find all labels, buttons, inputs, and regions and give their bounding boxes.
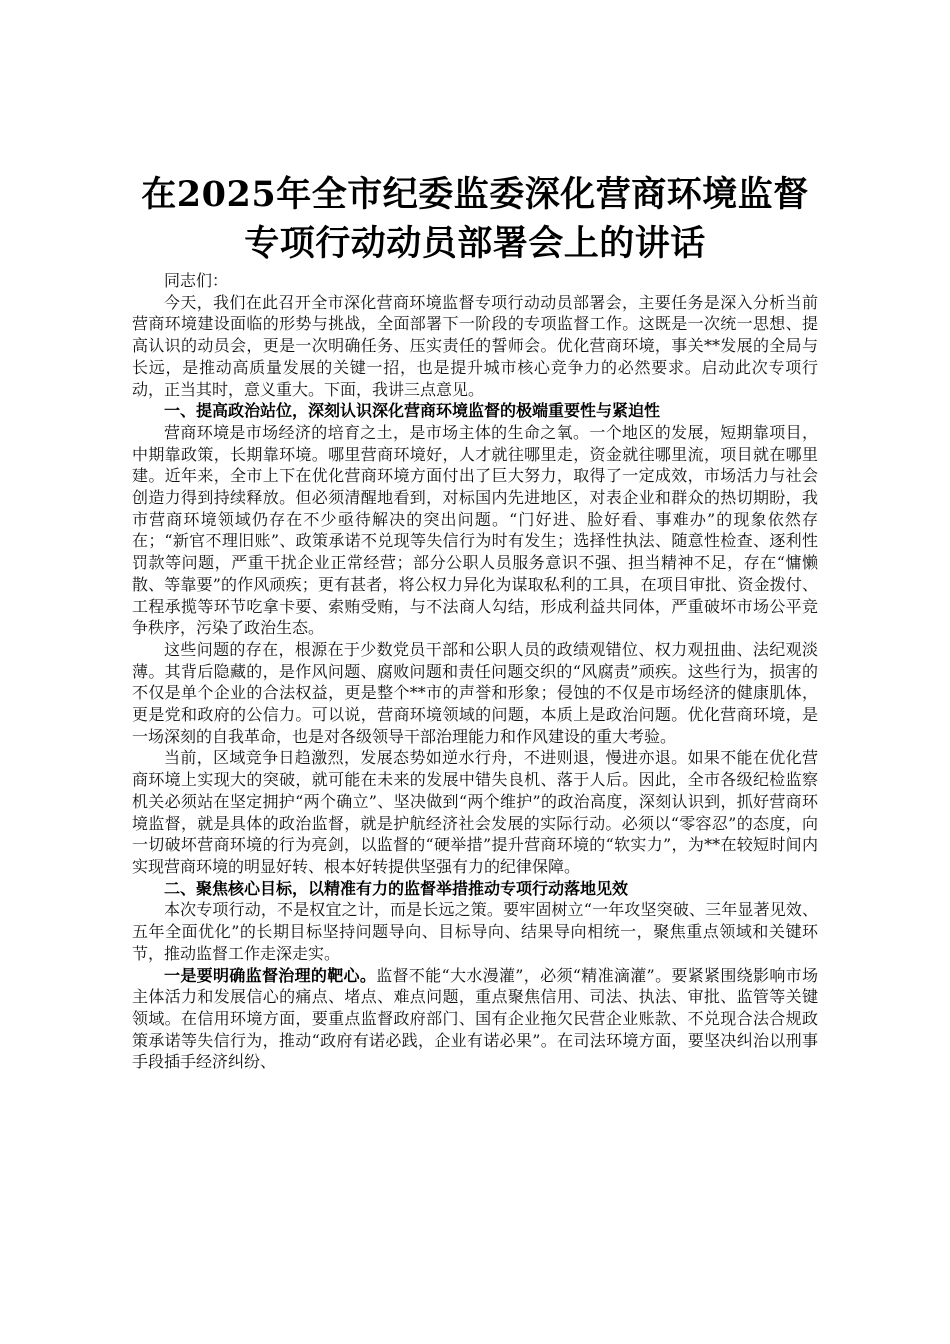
document-body bbox=[132, 170, 818, 1073]
section-heading-2: 二、聚焦核心目标，以精准有力的监督举措推动专项行动落地见效 bbox=[164, 878, 629, 898]
document-title: 在2025年全市纪委监委深化营商环境监督专项行动动员部署会上的讲话 bbox=[141, 174, 809, 264]
paragraph-action-goals: 本次专项行动，不是权宜之计，而是长远之策。要牢固树立“一年攻坚突破、三年显著见效、五年全面优化”的长期目标坚持问题导向、目标导向、结果导向相统一，聚焦重点领域和关键环节，推动监督工作走深走实。 bbox=[132, 900, 818, 963]
salutation: 同志们： bbox=[164, 271, 229, 290]
paragraph-body-text: 监督不能“大水漫灌”，必须“精准滴灌”。要紧紧围绕影响市场主体活力和发展信心的痛点、堵点、难点问题，重点聚焦信用、司法、执法、审批、监管等关键领域。在信用环境方面，要重点监督政府部门、国有企业拖欠民营企业账款、不兑现合法合规政策承诺等失信行为，推动“政府有诺必践，企业有诺必果”。在司法环境方面，要坚决纠治以刑事手段插手经济纠纷、 bbox=[132, 965, 818, 1072]
paragraph-current-situation: 当前，区域竞争日趋激烈，发展态势如逆水行舟，不进则退，慢进亦退。如果不能在优化营商环境上实现大的突破，就可能在未来的发展中错失良机、落于人后。因此，全市各级纪检监察机关必须站在坚定拥护“两个确立”、坚决做到“两个维护”的政治高度，深刻认识到，抓好营商环境监督，就是具体的政治监督，就是护航经济社会发展的实际行动。必须以“零容忍”的态度，向一切破坏营商环境的行为亮剑，以监督的“硬举措”提升营商环境的“软实力”，为**在较短时间内实现营商环境的明显好转、根本好转提供坚强有力的纪律保障。 bbox=[132, 748, 818, 876]
paragraph-supervision-target bbox=[132, 965, 818, 1074]
paragraph-business-environment: 营商环境是市场经济的培育之土，是市场主体的生命之氧。一个地区的发展，短期靠项目，中期靠政策，长期靠环境。哪里营商环境好，人才就往哪里走，资金就往哪里流，项目就在哪里建。近年来，全市上下在优化营商环境方面付出了巨大努力，取得了一定成效，市场活力与社会创造力得到持续释放。但必须清醒地看到，对标国内先进地区，对表企业和群众的热切期盼，我市营商环境领域仍存在不少亟待解决的突出问题。“门好进、脸好看、事难办”的现象依然存在；“新官不理旧账”、政策承诺不兑现等失信行为时有发生；选择性执法、随意性检查、逐利性罚款等问题，严重干扰企业正常经营；部分公职人员服务意识不强、担当精神不足，存在“慵懒散、等靠要”的作风顽疾；更有甚者，将公权力异化为谋取私利的工具，在项目审批、资金拨付、工程承揽等环节吃拿卡要、索贿受贿，与不法商人勾结，形成利益共同体，严重破坏市场公平竞争秩序，污染了政治生态。 bbox=[132, 422, 818, 638]
paragraph-intro: 今天，我们在此召开全市深化营商环境监督专项行动动员部署会，主要任务是深入分析当前营商环境建设面临的形势与挑战，全面部署下一阶段的专项监督工作。这既是一次统一思想、提高认识的动员会，更是一次明确任务、压实责任的誓师会。优化营商环境，事关**发展的全局与长远，是推动高质量发展的关键一招，也是提升城市核心竞争力的必然要求。启动此次专项行动，正当其时，意义重大。下面，我讲三点意见。 bbox=[132, 292, 818, 399]
section-heading-1: 一、提高政治站位，深刻认识深化营商环境监督的极端重要性与紧迫性 bbox=[164, 401, 661, 421]
paragraph-lead-phrase: 一是要明确监督治理的靶心。 bbox=[164, 965, 377, 985]
paragraph-root-causes: 这些问题的存在，根源在于少数党员干部和公职人员的政绩观错位、权力观扭曲、法纪观淡薄。其背后隐藏的，是作风问题、腐败问题和责任问题交织的“风腐责”顽疾。这些行为，损害的不仅是单个企业的合法权益，更是整个**市的声誉和形象；侵蚀的不仅是市场经济的健康肌体，更是党和政府的公信力。可以说，营商环境领域的问题，本质上是政治问题。优化营商环境，是一场深刻的自我革命，也是对各级领导干部治理能力和作风建设的重大考验。 bbox=[132, 639, 818, 746]
